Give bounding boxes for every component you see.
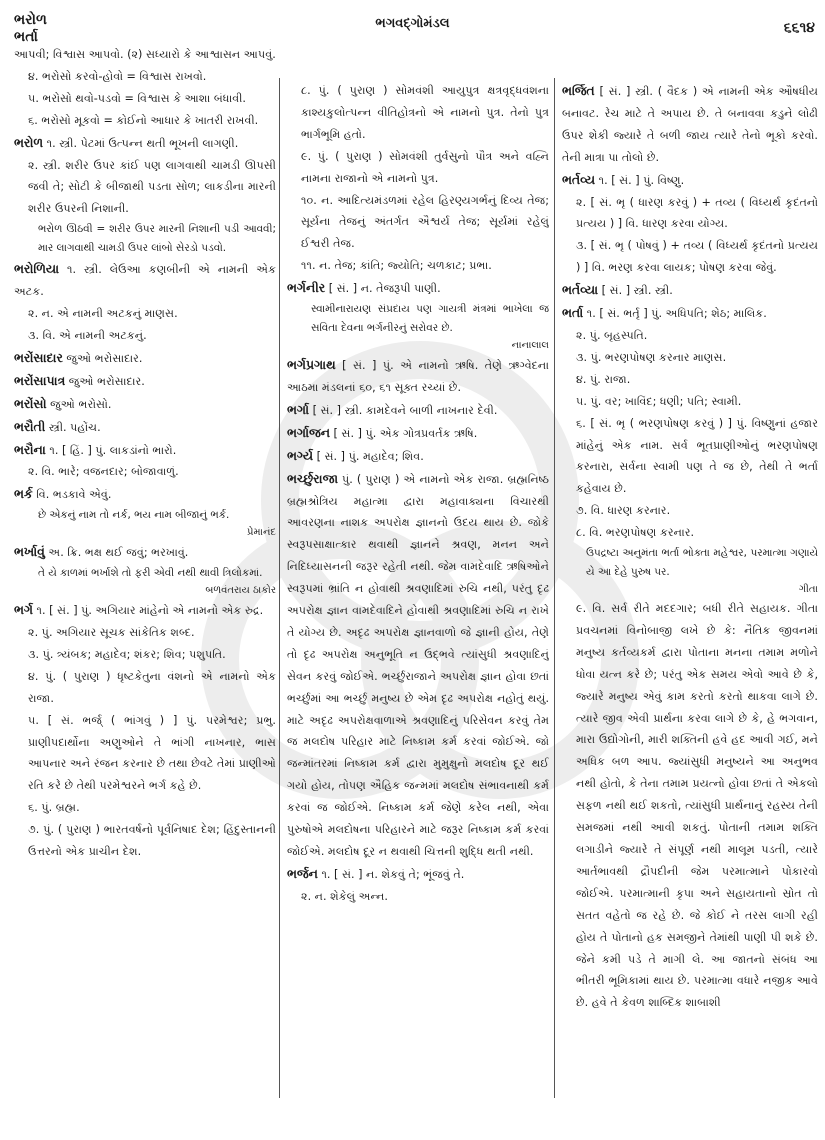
- page-header: [0, 8, 825, 44]
- sense-definition: ૨. ન. એ નામની અટકનું માણસ.: [28, 307, 178, 321]
- dictionary-entry: [287, 277, 549, 354]
- dictionary-entry: [14, 393, 276, 416]
- headword: ભર્ગપ્રગાથ: [287, 357, 336, 373]
- dictionary-entry: [14, 483, 276, 541]
- sense-definition: ૩. પું. ભરણપોષણ કરનાર માણસ.: [576, 350, 727, 364]
- dictionary-entry: [14, 44, 276, 132]
- citation-quote: છે એકનું નામ તો નર્ક, ભય નામ બીજાનું ભર્ક.: [38, 509, 230, 522]
- dictionary-entry: [14, 370, 276, 393]
- dictionary-entry: [14, 541, 276, 599]
- headword: ભર્તવ્ય: [562, 171, 596, 187]
- citation-author: ગીતા: [798, 584, 818, 596]
- headword: ભરોંસાદાર: [14, 349, 63, 365]
- headword: ભર્ખાવું: [14, 544, 45, 560]
- sense-definition: ૧૦. ન. આદિત્યમંડળમાં રહેલ હિરણ્યગર્ભનું દિવ્ય તેજ; સૂર્યના તેજનું અંતર્ગત ઐશ્વર્ય તેજ; સૂર્યમાં રહેલું ઈશ્વરી તેજ.: [301, 193, 549, 251]
- citation-author: પ્રેમાનંદ: [246, 527, 276, 539]
- sense-definition: ૬. પું. બ્રહ્મ.: [28, 801, 80, 815]
- definition-text: જુઓ ભરોસાદાર.: [68, 374, 145, 388]
- headword: ભર્ચ્છુરાજા: [287, 470, 338, 486]
- sense-definition: ૮. પું. ( પુરાણ ) સોમવંશી આયુપુત્ર ક્ષત્રવૃદ્ધવંશના કાશ્યકુલોત્પન્ન વીતિહોત્રનો એ નામનો પુત્ર. તેનો પુત્ર ભાર્ગભૂમિ હતો.: [301, 84, 549, 141]
- sense-definition: ૧૧. ન. તેજ; કાંતિ; જ્યોતિ; ચળકાટ; પ્રભા.: [301, 259, 492, 273]
- page-number: ૬૬૧૪: [783, 20, 815, 36]
- dictionary-entry: [287, 468, 549, 863]
- dictionary-entry: [287, 354, 549, 399]
- sense-definition: ૨. ન. શેકેલું અન્ન.: [301, 889, 388, 903]
- sense-definition: ૩. [ સં. ભૃ ( પોષવું ) + તવ્ય ( વિધ્યર્થ કૃદંતનો પ્રત્યય ) ] વિ. ભરણ કરવા લાયક; પોષણ કરવા જેવું.: [576, 239, 818, 275]
- headword: ભર્ગનીર: [287, 280, 326, 296]
- citation-quote: ભરોળ ઊઠવી = શરીર ઉપર મારની નિશાની પડી આવવી; માર લાગવાથી ચામડી ઉપર લાંબો સેરડો પડવો.: [38, 223, 276, 255]
- definition-text: [ સં. ] સ્ત્રી. કામદેવને બાળી નાખનાર દેવી.: [312, 403, 498, 417]
- headword: ભર્જન: [287, 865, 318, 881]
- dictionary-entry: [14, 132, 276, 259]
- sense-definition: ૨. પું. બૃહસ્પતિ.: [576, 328, 648, 342]
- headword: ભરોળિયા: [14, 261, 60, 277]
- sense-definition: ૫. પું. વર; ખાવિંદ; ધણી; પતિ; સ્વામી.: [576, 394, 742, 408]
- headword: ભર્ગા: [287, 401, 309, 417]
- book-title: ભગવદ્ગોમંડલ: [375, 16, 450, 31]
- sense-definition: ૨. વિ. ભારે; વજનદાર; બોજાવાળું.: [28, 465, 179, 479]
- dictionary-columns: [0, 44, 825, 1114]
- definition-text: [ સં. ] ન. તેજરૂપી પાણી.: [328, 282, 441, 296]
- headword: ભર્તા: [562, 305, 584, 321]
- dictionary-entry: [14, 439, 276, 484]
- dictionary-entry: [287, 445, 549, 468]
- definition-text: ૧. [ સં. ભર્તૃ ] પું. અધિપતિ; શેઠ; માલિક.: [586, 307, 767, 321]
- sense-definition: ૪. ભરોસો કરવો-હોવો = વિશ્વાસ રાખવો.: [28, 69, 207, 83]
- definition-text: વિ. ભડકાવે એવું.: [36, 488, 112, 502]
- sense-definition: ૪. પું. રાજા.: [576, 372, 631, 386]
- dictionary-entry: [287, 422, 549, 445]
- definition-text: ૧. સ્ત્રી. લેઉઆ કણબીની એ નામની એક અટક.: [14, 263, 276, 299]
- headword: ભરૌના: [14, 441, 46, 457]
- headword: ભર્ક: [14, 486, 33, 502]
- sense-definition: ૯. વિ. સર્વ રીતે મદદગાર; બધી રીતે સહાયક. ગીતા પ્રવચનમાં વિનોબાજી લખે છે કે: નૈતિક જીવનમાં મનુષ્ય કર્તવ્યકર્મ દ્વારા પોતાના મનના તમામ મળોને ધોવા યત્ન કરે છે; પરંતુ એક સમય એવો આવે છે કે, જ્યારે મનુષ્ય એવું કામ કરતો કરતો થાકવા લાગે છે. ત્યારે જીવ એવી પ્રાર્થના કરવા લાગે છે કે, હે ભગવાન, મારા ઉદ્યોગોની, મારી શક્તિની હવે હદ આવી ગઈ, મને અધિક બળ આપ. જ્યાંસુધી મનુષ્યને આ અનુભવ નથી હોતો, કે તેના તમામ પ્રયત્નો હોવા છતાં તે એકલો સફળ નથી થઈ શકતો, ત્યાંસુધી પ્રાર્થનાનું રહસ્ય તેની સમજમાં નથી આવી શકતું. પોતાની તમામ શક્તિ લગાડીને જ્યારે તે સંપૂર્ણ નથી માલૂમ પડતી, ત્યારે આર્તભાવથી દ્રૌપદીની જેમ પરમાત્માને પોકારવો જોઈએ. પરમાત્માની કૃપા અને સહાયતાનો સ્રોત તો સતત વહેતો જ રહે છે. જે કોઈ ને તરસ લાગી રહી હોય તે પોતાનો હક સમજીને તેમાંથી પાણી પી શકે છે. જેને કમી પડે તે માગી લે. આ જાતનો સંબંધ આ ભીતરી ભૂમિકામાં થાય છે. પરમાત્મા વધારે નજીક આવે છે. હવે તે કેવળ શાબ્દિક શાબાશી: [576, 602, 818, 1010]
- definition-text: [ સં. ] સ્ત્રી. ( વૈદક ) એ નામની એક ઔષધીય બનાવટ. રેચ માટે તે અપાય છે. તે બનાવવા કડુને લોઢી ઉપર શેકી જ્યારે તે બળી જાય ત્યારે તેનો ભૂકો કરવો. તેની માત્રા પા તોલો છે.: [562, 85, 818, 164]
- headword: ભર્ગ્ય: [287, 447, 313, 463]
- definition-text: જુઓ ભરોસો.: [50, 397, 112, 411]
- citation-author: બળવંતરાય ઠાકોર: [205, 585, 276, 597]
- sense-definition: ૫. [ સં. ભર્જ્ ( ભાંગવું ) ] પું. પરમેશ્વર; પ્રભુ. પ્રાણીપદાર્થોના અણુઓને તે ભાંગી નાખનાર, ભાસ આપનાર અને રંજન કરનાર છે તથા છેવટે તેમાં પ્રાણીઓ રતિ કરે છે તેથી પરમેશ્વરને ભર્ગ કહે છે.: [28, 713, 276, 793]
- dictionary-entry: [14, 347, 276, 370]
- headword: ભરૌતી: [14, 418, 46, 434]
- sense-definition: ૭. પું. ( પુરાણ ) ભારતવર્ષનો પૂર્વનિષાદ દેશ; હિંદુસ્તાનની ઉત્તરનો એક પ્રાચીન દેશ.: [28, 823, 276, 859]
- headword: ભર્ગાજન: [287, 424, 330, 440]
- dictionary-entry: [562, 279, 818, 302]
- dictionary-entry: [287, 399, 549, 422]
- sense-definition: ૨. [ સં. ભૃ ( ધારણ કરવું ) + તવ્ય ( વિધ્યર્થ કૃદંતનો પ્રત્યય ) ] વિ. ધારણ કરવા યોગ્ય.: [576, 195, 818, 231]
- column-2: [287, 80, 549, 1140]
- citation-author: નાનાલાલ: [511, 340, 549, 352]
- citation-quote: તે યે કાળમાં ભર્ખાશે તો ફરી એવી નથી થાવી ત્રિલોકમાં.: [38, 567, 263, 580]
- definition-text: ૧. [ સં. ] પું. અગિયાર માંહેનો એ નામનો એક રુદ્ર.: [36, 604, 264, 618]
- dictionary-entry: [287, 80, 549, 277]
- sense-definition: ૩. વિ. એ નામની અટકનું.: [28, 328, 147, 342]
- definition-text: જુઓ ભરોસાદાર.: [66, 351, 143, 365]
- dictionary-entry: [562, 169, 818, 280]
- definition-text: પું. ( પુરાણ ) એ નામનો એક રાજા. બ્રહ્મનિષ્ઠ બ્રહ્મશ્રોત્રિય મહાત્મા દ્વારા મહાવાક્યના વિચારથી આવરણના નાશક અપરોક્ષ જ્ઞાનનો ઉદય થાય છે. જોકે સ્વરૂપસાક્ષાત્કાર થવાથી જ્ઞાનને શ્રવણ, મનન અને નિદિધ્યાસનની જરૂર રહેતી નથી. જેમ વામદેવાદિ ઋષિઓને સ્વરૂપમાં ભ્રાંતિ ન હોવાથી શ્રવણાદિમાં રુચિ નથી, પરંતુ દૃઢ અપરોક્ષ જ્ઞાન વામદેવાદિને હોવાથી શ્રવણાદિમાં રુચિ ન રાખે તે યોગ્ય છે. અદૃઢ અપરોક્ષ જ્ઞાનવાળો જે જ્ઞાની હોય, તેણે તો દૃઢ અપરોક્ષ અનુભૂતિ ન ઉદ્ભવે ત્યાંસુધી શ્રવણાદિનું સેવન કરવું જોઈએ. ભર્ચ્છુરાજાને અપરોક્ષ જ્ઞાન હોવા છતાં ભર્ચ્છુમાં આ ભર્ચ્છુ મનુષ્ય છે એમ દૃઢ અપરોક્ષ નહોતું થયું. માટે અદૃઢ અપરોક્ષવાળાએ શ્રવણાદિનું પરિસેવન કરવું તેમ જ મલદોષ પરિહાર માટે નિષ્કામ કર્મ કરવાં જોઈએ. જો જન્માંતરમાં નિષ્કામ કર્મ દ્વારા મુમુક્ષુનો મલદોષ દૂર થઈ ગયો હોય, તોપણ ઐહિક જન્મમાં મલદોષ સંભાવનાથી કર્મ કરવાં જ જોઈએ. નિષ્કામ કર્મ જેણે કરેલ નથી, એવા પુરુષોએ મલદોષના પરિહારને માટે જરૂર નિષ્કામ કર્મ કરવાં જોઈએ. મલદોષ દૂર ન થવાથી ચિત્તની શુદ્ધિ થતી નથી.: [287, 472, 549, 858]
- definition-text: અ. ક્રિ. ભક્ષ થઈ જવું; ભરખાવું.: [48, 546, 189, 560]
- headword: ભરોંસો: [14, 395, 47, 411]
- headword: ભર્તવ્યા: [562, 282, 599, 298]
- headword: ભર્જિત: [562, 83, 595, 98]
- headword: ભરોંસાપાત્ર: [14, 372, 66, 388]
- definition-text: ૧. સ્ત્રી. પેટમાં ઉત્પન્ન થતી ભૂખની લાગણી.: [46, 136, 239, 150]
- definition-text: [ સં. ] પું. મહાદેવ; શિવ.: [316, 449, 424, 463]
- dictionary-entry: [14, 258, 276, 347]
- citation-quote: સ્વામીનારાયણ સંપ્રદાય પણ ગાયત્રી મંત્રમાં ભાખેલા જ સવિતા દેવના ભર્ગનીરનું સરોવર છે.: [311, 303, 549, 335]
- sense-definition: ૫. ભરોસો થવો-પડવો = વિશ્વાસ કે આશા બંધાવી.: [28, 91, 246, 105]
- sense-definition: ૨. પું. અગિયાર સૂચક સાંકેતિક શબ્દ.: [28, 626, 195, 640]
- dictionary-entry: [14, 416, 276, 439]
- dictionary-entry: [287, 863, 549, 908]
- definition-text: સ્ત્રી. પહોંચ.: [48, 420, 101, 434]
- dictionary-entry: [562, 302, 818, 1014]
- sense-definition: ૪. પું. ( પુરાણ ) ધૃષ્ટકેતુના વંશનો એ નામનો એક રાજા.: [28, 669, 276, 705]
- definition-text: [ સં. ] સ્ત્રી. સ્ત્રી.: [601, 284, 673, 298]
- definition-text: ૧. [ હિં. ] પું. લાકડાંનો ભારો.: [49, 443, 177, 457]
- definition-text: ૧. [ સં. ] પું. વિષ્ણુ.: [598, 173, 685, 187]
- dictionary-entry: [14, 599, 276, 863]
- headword: ભર્ગ: [14, 602, 33, 618]
- definition-text: ૧. [ સં. ] ન. શેકવું તે; ભૂંજવું તે.: [321, 867, 465, 881]
- column-1: [14, 44, 276, 1104]
- guide-word-last: ભર્તા: [14, 29, 38, 45]
- sense-definition: ૭. વિ. ધારણ કરનાર.: [576, 504, 671, 518]
- sense-definition: ૬. ભરોસો મૂકવો = કોઈનો આધાર કે ખાતરી રાખવી.: [28, 113, 259, 127]
- sense-definition: ૬. [ સં. ભૃ ( ભરણપોષણ કરવું ) ] પું. વિષ્ણુનાં હજાર માંહેનું એક નામ. સર્વ ભૂતપ્રાણીઓનું ભરણપોષણ કરનારા, સર્વના સ્વામી પણ તે જ છે, તેથી તે ભર્તા કહેવાય છે.: [576, 416, 818, 496]
- headword: ભરોળ: [14, 134, 44, 150]
- dictionary-entry: [562, 80, 818, 169]
- definition-text: [ સં. ] પું. એ નામનો ઋષિ. તેણે ઋગ્વેદના આઠમા મંડલનાં ૬૦, ૬૧ સૂક્ત રચ્યાં છે.: [287, 359, 549, 394]
- continued-text: આપવી; વિશ્વાસ આપવો. (૨) સધ્યારો કે આશ્વાસન આપવું.: [14, 48, 276, 61]
- guide-word-first: ભરોળ: [14, 12, 47, 28]
- sense-definition: ૩. પું. ત્ર્યંબક; મહાદેવ; શંકર; શિવ; પશુપતિ.: [28, 647, 226, 661]
- definition-text: [ સં. ] પું. એક ગોત્રપ્રવર્તક ઋષિ.: [333, 426, 478, 440]
- sense-definition: ૨. સ્ત્રી. શરીર ઉપર કાંઈ પણ લાગવાથી ચામડી ઊપસી જવી તે; સોટી કે બીજાથી પડતા સોળ; લાકડીના મારની શરીર ઉપરની નિશાની.: [28, 158, 276, 216]
- sense-definition: ૮. વિ. ભરણપોષણ કરનાર.: [576, 526, 695, 540]
- column-3: [562, 80, 818, 1140]
- citation-quote: ઉપદ્રષ્ટા અનુમંતા ભર્તા ભોક્તા મહેશ્વર, પરમાત્મા ગણાયે યે આ દેહે પુરુષ પર.: [586, 547, 818, 579]
- sense-definition: ૯. પું. ( પુરાણ ) સોમવંશી તુર્વસુનો પૌત્ર અને વહ્નિ નામના રાજાનો એ નામનો પુત્ર.: [301, 149, 549, 185]
